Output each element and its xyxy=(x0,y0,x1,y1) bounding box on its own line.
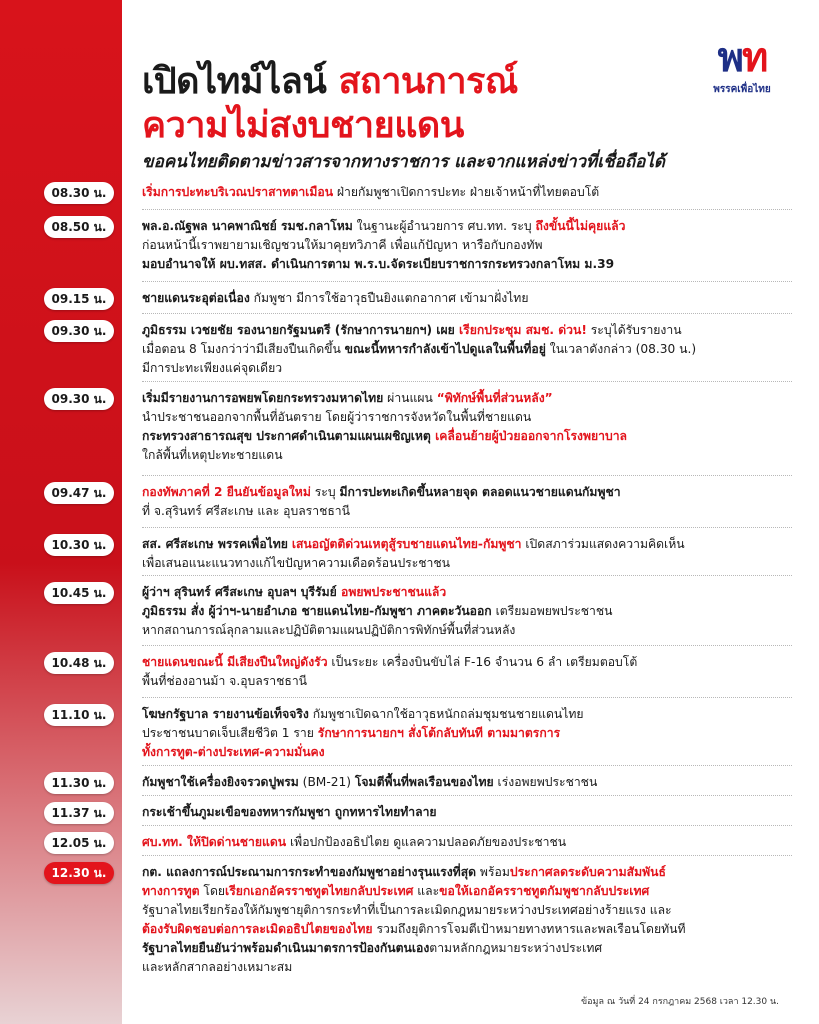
entry-separator xyxy=(142,697,792,698)
bold-text: พล.อ.ณัฐพล นาคพาณิชย์ รมช.กลาโหม xyxy=(142,219,353,233)
body-text: ระบุได้รับรายงาน xyxy=(586,323,682,337)
entry-line xyxy=(142,921,792,937)
bold-text: ผู้ว่าฯ สุรินทร์ ศรีสะเกษ อุบลฯ บุรีรัมย์ xyxy=(142,585,341,599)
body-text: ที่ จ.สุรินทร์ ศรีสะเกษ และ อุบลราชธานี xyxy=(142,504,350,518)
body-text: เร่งอพยพประชาชน xyxy=(493,775,598,789)
entry-text xyxy=(142,322,792,379)
subtitle xyxy=(142,148,782,175)
time-badge: 11.10 น. xyxy=(44,704,114,726)
time-badge: 09.47 น. xyxy=(44,482,114,504)
entry-text xyxy=(142,804,792,823)
entry-text xyxy=(142,834,792,853)
entry-line xyxy=(142,883,792,899)
bold-text: รัฐบาลไทยยืนยันว่าพร้อมดำเนินมาตรการป้องกันตนเอง xyxy=(142,941,430,955)
bold-text: กระทรวงสาธารณสุข ประกาศดำเนินตามแผนเผชิญเหตุ xyxy=(142,429,436,443)
entry-text xyxy=(142,654,792,692)
entry-separator xyxy=(142,645,792,646)
time-badge: 08.30 น. xyxy=(44,182,114,204)
entry-line xyxy=(142,484,792,500)
title-line-2: ความไม่สงบชายแดน xyxy=(142,105,464,146)
bold-text: โฆษกรัฐบาล รายงานข้อเท็จจริง xyxy=(142,707,309,721)
entry-text xyxy=(142,184,792,203)
time-badge: 10.45 น. xyxy=(44,582,114,604)
bold-text: ขณะนี้ทหารกำลังเข้าไปดูแลในพื้นที่อยู่ xyxy=(344,342,546,356)
time-badge: 10.48 น. xyxy=(44,652,114,674)
body-text: ระบุ xyxy=(310,485,340,499)
bold-text: ภูมิธรรม เวชยชัย รองนายกรัฐมนตรี (รักษาการนายกฯ) เผย xyxy=(142,323,459,337)
party-logo-name: พรรคเพื่อไทย xyxy=(713,84,771,95)
time-badge: 09.30 น. xyxy=(44,388,114,410)
entry-line xyxy=(142,536,792,552)
entry-line xyxy=(142,774,792,790)
highlight-text: ทางการทูต xyxy=(142,884,200,898)
entry-text xyxy=(142,706,792,763)
time-badge: 11.30 น. xyxy=(44,772,114,794)
body-text: นำประชาชนออกจากพื้นที่อันตราย โดยผู้ว่าราชการจังหวัดในพื้นที่ชายแดน xyxy=(142,410,532,424)
highlight-text: อพยพประชาชนแล้ว xyxy=(341,585,447,599)
body-text: รัฐบาลไทยเรียกร้องให้กัมพูชายุติการกระทำที่เป็นการละเมิดกฎหมายระหว่างประเทศอย่างร้ายแรง และ xyxy=(142,903,672,917)
bold-text: กระเช้าขึ้นภูมะเขือของทหารกัมพูชา ถูกทหารไทยทำลาย xyxy=(142,805,437,819)
subtitle-c: และจากแหล่งข่าวที่เชื่อถือได้ xyxy=(448,152,665,172)
body-text: พร้อม xyxy=(476,865,510,879)
entry-line xyxy=(142,744,792,760)
entry-line xyxy=(142,804,792,820)
entry-line xyxy=(142,654,792,670)
entry-separator xyxy=(142,765,792,766)
body-text: (BM-21) xyxy=(298,775,355,789)
highlight-text: เริ่มการปะทะบริเวณปราสาทตาเมือน xyxy=(142,185,334,199)
entry-line xyxy=(142,218,792,234)
highlight-text: ประกาศลดระดับความสัมพันธ์ xyxy=(509,865,666,879)
entry-line xyxy=(142,503,792,519)
time-badge: 09.15 น. xyxy=(44,288,114,310)
highlight-text: เรียกประชุม สมช. ด่วน! xyxy=(459,323,587,337)
entry-separator xyxy=(142,575,792,576)
bold-text: กต. แถลงการณ์ประณามการกระทำของกัมพูชาอย่างรุนแรงที่สุด xyxy=(142,865,477,879)
entry-line xyxy=(142,390,792,406)
body-text: ผ่านแผน xyxy=(383,391,437,405)
body-text: ก่อนหน้านี้เราพยายามเชิญชวนให้มาคุยทวิภาคี เพื่อแก้ปัญหา หารือกับกองทัพ xyxy=(142,238,543,252)
time-badge: 11.37 น. xyxy=(44,802,114,824)
body-text: เมื่อตอน 8 โมงกว่าว่ามีเสียงปืนเกิดขึ้น xyxy=(142,342,345,356)
entry-separator xyxy=(142,475,792,476)
logo-glyph-left: พ xyxy=(717,36,742,80)
body-text: เป็นระยะ เครื่องบินขับไล่ F-16 จำนวน 6 ลำ เตรียมตอบโต้ xyxy=(327,655,638,669)
body-text: ตามหลักกฎหมายระหว่างประเทศ xyxy=(429,941,603,955)
body-text: ประชาชนบาดเจ็บเสียชีวิต 1 ราย xyxy=(142,726,318,740)
body-text: เปิดสภาร่วมแสดงความคิดเห็น xyxy=(521,537,685,551)
highlight-text: กองทัพภาคที่ 2 ยืนยันข้อมูลใหม่ xyxy=(142,485,311,499)
highlight-text: เสนอญัตติด่วนเหตุสู้รบชายแดนไทย-กัมพูชา xyxy=(291,537,522,551)
entry-text xyxy=(142,536,792,574)
entry-line xyxy=(142,409,792,425)
bold-text: ชายแดนระอุต่อเนื่อง xyxy=(142,291,250,305)
entry-text xyxy=(142,390,792,466)
bold-text: มอบอำนาจให้ ผบ.ทสส. ดำเนินการตาม พ.ร.บ.จัดระเบียบราชการกระทรวงกลาโหม ม.39 xyxy=(142,257,615,271)
highlight-text: ทั้งการทูต-ต่างประเทศ-ความมั่นคง xyxy=(142,745,325,759)
entry-line xyxy=(142,447,792,463)
entry-separator xyxy=(142,313,792,314)
entry-line xyxy=(142,584,792,600)
entry-line xyxy=(142,237,792,253)
body-text: ในฐานะผู้อำนวยการ ศบ.ทท. ระบุ xyxy=(352,219,536,233)
entry-line xyxy=(142,428,792,444)
highlight-text: ชายแดนขณะนี้ มีเสียงปืนใหญ่ดังรัว xyxy=(142,655,328,669)
entry-line xyxy=(142,603,792,619)
body-text: พื้นที่ช่องอานม้า จ.อุบลราชธานี xyxy=(142,674,308,688)
highlight-text: “พิทักษ์พื้นที่ส่วนหลัง” xyxy=(436,391,553,405)
party-logo xyxy=(704,38,780,98)
body-text: โดย xyxy=(199,884,226,898)
party-logo-mark xyxy=(704,38,780,78)
entry-separator xyxy=(142,281,792,282)
entry-line xyxy=(142,940,792,956)
entry-separator xyxy=(142,381,792,382)
entry-line xyxy=(142,673,792,689)
bold-text: เริ่มมีรายงานการอพยพโดยกระทรวงมหาดไทย xyxy=(142,391,384,405)
entry-separator xyxy=(142,209,792,210)
highlight-text: ศบ.ทท. ให้ปิดด่านชายแดน xyxy=(142,835,287,849)
bold-text: สส. ศรีสะเกษ พรรคเพื่อไทย xyxy=(142,537,288,551)
entry-separator xyxy=(142,825,792,826)
entry-text xyxy=(142,584,792,641)
body-text: กัมพูชา มีการใช้อาวุธปืนยิงแตกอากาศ เข้ามาฝั่งไทย xyxy=(249,291,529,305)
logo-glyph-right: ท xyxy=(742,36,767,80)
entry-text xyxy=(142,484,792,522)
body-text: ฝ่ายกัมพูชาเปิดการปะทะ ฝ่ายเจ้าหน้าที่ไทยตอบโต้ xyxy=(333,185,600,199)
bold-text: กัมพูชาใช้เครื่องยิงจรวดปูพรม xyxy=(142,775,299,789)
body-text: หากสถานการณ์ลุกลามและปฏิบัติตามแผนปฏิบัติการพิทักษ์พื้นที่ส่วนหลัง xyxy=(142,623,516,637)
entry-line xyxy=(142,959,792,975)
subtitle-b: ติดตามข่าวสารจากทางราชการ xyxy=(216,152,449,172)
time-badge: 12.30 น. xyxy=(44,862,114,884)
body-text: เพื่อเสนอแนะแนวทางแก้ไขปัญหาความเดือดร้อนประชาชน xyxy=(142,556,450,570)
highlight-text: เรียกเอกอัครราชทูตไทยกลับประเทศ xyxy=(225,884,414,898)
body-text: ในเวลาดังกล่าว (08.30 น.) xyxy=(545,342,697,356)
entry-line xyxy=(142,360,792,376)
body-text: เตรียมอพยพประชาชน xyxy=(491,604,613,618)
entry-line xyxy=(142,622,792,638)
body-text: กัมพูชาเปิดฉากใช้อาวุธหนักถล่มชุมชนชายแดนไทย xyxy=(308,707,584,721)
body-text: มีการปะทะเพียงแค่จุดเดียว xyxy=(142,361,283,375)
entry-line xyxy=(142,341,792,357)
entry-line xyxy=(142,706,792,722)
entry-line xyxy=(142,290,792,306)
body-text: รวมถึงยุติการโจมตีเป้าหมายทางทหารและพลเรือนโดยทันที xyxy=(372,922,686,936)
entry-line xyxy=(142,902,792,918)
entry-line xyxy=(142,864,792,880)
entry-text xyxy=(142,290,792,309)
body-text: และหลักสากลอย่างเหมาะสม xyxy=(142,960,293,974)
entry-line xyxy=(142,834,792,850)
title-line-1-black: เปิดไทม์ไลน์ xyxy=(142,61,327,102)
highlight-text: ถึงขั้นนี้ไม่คุยแล้ว xyxy=(535,219,626,233)
entry-text xyxy=(142,218,792,275)
subtitle-a: ขอคนไทย xyxy=(142,152,217,172)
body-text: เพื่อปกป้องอธิปไตย ดูแลความปลอดภัยของประชาชน xyxy=(286,835,567,849)
entry-line xyxy=(142,725,792,741)
entry-text xyxy=(142,864,792,978)
highlight-text: ต้องรับผิดชอบต่อการละเมิดอธิปไตยของไทย xyxy=(142,922,373,936)
entry-separator xyxy=(142,795,792,796)
entry-text xyxy=(142,774,792,793)
entry-line xyxy=(142,322,792,338)
time-badge: 09.30 น. xyxy=(44,320,114,342)
highlight-text: เคลื่อนย้ายผู้ป่วยออกจากโรงพยาบาล xyxy=(435,429,628,443)
time-badge: 10.30 น. xyxy=(44,534,114,556)
bold-text: โจมตีพื้นที่พลเรือนของไทย xyxy=(354,775,494,789)
footnote: ข้อมูล ณ วันที่ 24 กรกฎาคม 2568 เวลา 12.30 น. xyxy=(581,997,779,1007)
entry-line xyxy=(142,184,792,200)
body-text: และ xyxy=(413,884,440,898)
entry-separator xyxy=(142,527,792,528)
entry-separator xyxy=(142,855,792,856)
bold-text: มีการปะทะเกิดขึ้นหลายจุด ตลอดแนวชายแดนกัมพูชา xyxy=(339,485,621,499)
entry-line xyxy=(142,256,792,272)
body-text: ใกล้พื้นที่เหตุปะทะชายแดน xyxy=(142,448,283,462)
highlight-text: ขอให้เอกอัครราชทูตกัมพูชากลับประเทศ xyxy=(439,884,650,898)
title-line-1-red: สถานการณ์ xyxy=(338,61,518,102)
highlight-text: รักษาการนายกฯ สั่งโต้กลับทันที ตามมาตรการ xyxy=(317,726,561,740)
time-badge: 08.50 น. xyxy=(44,216,114,238)
entry-line xyxy=(142,555,792,571)
bold-text: ภูมิธรรม สั่ง ผู้ว่าฯ-นายอำเภอ ชายแดนไทย-กัมพูชา ภาคตะวันออก xyxy=(142,604,492,618)
time-badge: 12.05 น. xyxy=(44,832,114,854)
